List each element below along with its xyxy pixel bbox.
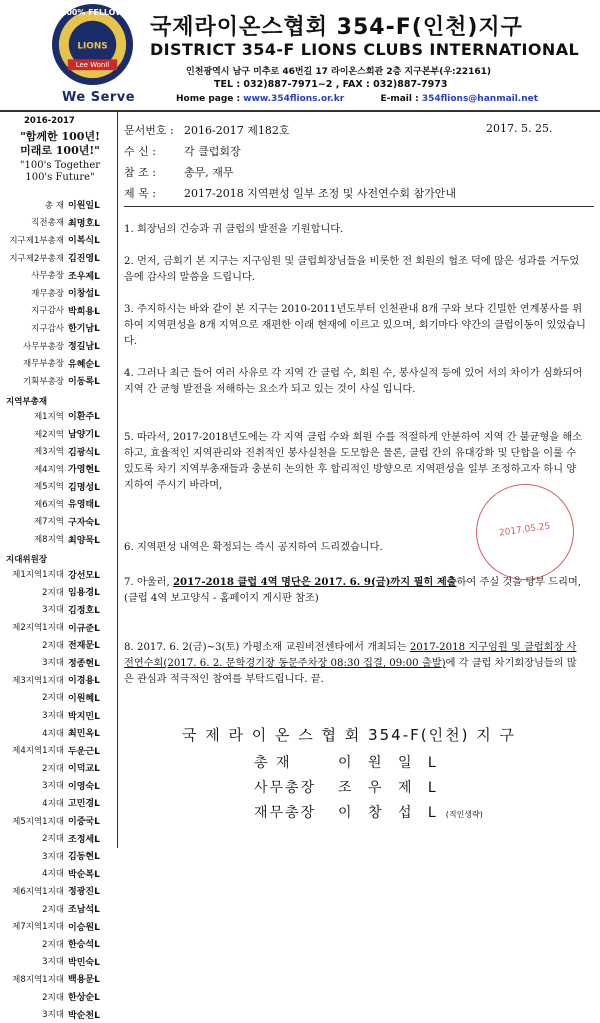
officer-role: 2지대 [42,939,64,950]
officer-name: 이환주L [68,412,100,423]
officer-row [0,249,117,267]
logo-ring-text: 100% FELLOW [60,7,125,17]
officer-name: 이중국L [68,817,100,828]
officer-name: 고민경L [68,799,100,810]
officer-role: 3지대 [42,1010,64,1021]
signature-row [254,752,442,772]
officer-name: 이영숙L [68,781,100,792]
sidebar-divider [117,112,118,848]
officer-row [0,337,117,355]
officer-row [0,953,117,971]
slogan-ko-line2: 미래로 100년!" [20,144,100,157]
paragraph-2: 2. 먼저, 금회기 본 지구는 지구임원 및 클럽회장님들을 비롯한 전 회원의 협조 덕에 많은 성과를 거두었음에 감사의 말씀을 드립니다. [124,256,580,283]
email-address[interactable]: 354flions@hanmail.net [421,94,539,104]
officer-role: 총 재 [44,200,64,211]
officer-role: 3지대 [42,781,64,792]
officer-role: 2지대 [42,693,64,704]
officer-row [0,724,117,742]
paragraph-8 [124,640,586,688]
officer-name: 박순천L [68,1010,100,1021]
officer-row [0,882,117,900]
signature-row [254,802,483,822]
officer-row [0,741,117,759]
p7-note: (클럽 4역 보고양식 - 홈페이지 게시판 참조) [124,593,319,604]
officer-sidebar [0,112,117,1021]
slogan-ko-line1: "함께한 100년! [20,130,100,143]
officer-role: 지구감사 [31,323,64,334]
sig-name: 이 창 섭 L [338,805,442,821]
officer-role: 재무부총장 [22,359,64,370]
email-label: E-mail : [380,94,422,104]
officer-name: 이규준L [68,623,100,634]
paragraph-5: 5. 따라서, 2017-2018년도에는 각 지역 클럽 수와 회원 수를 적절하게 안분하여 지역 간 불균형을 해소하고, 효율적인 지역관리와 진취적인 봉사실천을 도모함은 물론, 클럽 간의 유대강화 및 단합을 이룰 수 있도록 차기 지역부총재들과 충분히 논의한 후 합리적인 방향으로 지역편성을 일부 조정하고자 하니 양지하여 주시기 바라며, [124,432,583,491]
region-section-title: 지역부총재 [6,397,48,408]
officer-name: 이승원L [68,922,100,933]
sig-title: 재무총장 [254,805,317,821]
officer-name: 이원혜L [68,693,100,704]
doc-date: 2017. 5. 25. [486,122,553,135]
officer-role: 2지대 [42,992,64,1003]
officer-row [0,970,117,988]
officer-row [0,513,117,531]
paragraph-4: 4. 그러나 최근 들어 여러 사유로 각 지역 간 클럽 수, 회원 수, 봉사실적 등에 있어 서의 차이가 심화되어 지역 간 균형 발전을 저해하는 요소가 되고 있는 것이 사실 입니다. [124,368,583,395]
address: 인천광역시 남구 미추로 46번길 17 라이온스회관 2층 지구본부(우:22161) [186,67,492,77]
officer-role: 제6지역1지대 [12,886,64,897]
officer-name: 박지민L [68,711,100,722]
doc-number-value: 2016-2017 제182호 [184,124,290,137]
officer-row [0,530,117,548]
paragraph-6: 6. 지역편성 내역은 확정되는 즉시 공지하여 드리겠습니다. [124,542,383,553]
officer-name: 김진영L [68,254,100,265]
doc-number-key: 문서번호 : [124,124,174,137]
officer-name: 정길남L [68,342,100,353]
officer-role: 재무총장 [31,288,64,299]
zone-section-title: 지대위원장 [6,555,48,566]
officer-row [0,1005,117,1023]
phone-fax: TEL : 032)887-7971~2 , FAX : 032)887-7973 [214,79,448,90]
recipient-key: 수 신 : [124,145,156,158]
officer-role: 지구감사 [31,306,64,317]
recipient-value: 각 클럽회장 [184,145,241,158]
p8-tail: 에 각 클럽 차기회장님들의 많은 관심과 적극적인 참여를 부탁드립니다. 끝. [124,658,577,685]
p8-event: 2017-2018 지구임원 및 클럽회장 사전연수회(2017. 6. 2. 문학경기장 동문주차장 08:30 집결, 09:00 출발) [124,642,577,669]
sig-title: 총 재 [254,755,292,771]
officer-role: 제7지역1지대 [12,922,64,933]
officer-row [0,583,117,601]
officer-row [0,653,117,671]
officer-name: 조남석L [68,905,100,916]
we-serve-motto: We Serve [62,90,136,105]
officer-row [0,618,117,636]
officer-role: 3지대 [42,957,64,968]
subject-key: 제 목 : [124,187,156,200]
paragraph-1: 1. 회장님의 건승과 귀 클럽의 발전을 기원합니다. [124,224,344,235]
officer-row [0,601,117,619]
letterhead [0,0,600,108]
officer-row [0,988,117,1006]
reference-key: 참 조 : [124,166,156,179]
officer-row [0,935,117,953]
officer-list [0,196,117,1023]
officer-name: 한기남L [68,324,100,335]
sig-title: 사무총장 [254,780,317,796]
officer-role: 3지대 [42,605,64,616]
officer-row [0,565,117,583]
officer-name: 한상순L [68,993,100,1004]
officer-role: 직전총재 [31,218,64,229]
officer-row [0,478,117,496]
meta-divider [124,206,594,207]
officer-row [0,460,117,478]
officer-name: 이덕교L [68,764,100,775]
officer-row [0,759,117,777]
officer-role: 지구제2부총재 [9,253,64,264]
officer-row [0,865,117,883]
officer-role: 제2지역 [33,429,64,440]
officer-row [0,442,117,460]
officer-name: 김정호L [68,605,100,616]
officer-name: 김광식L [68,447,100,458]
officer-row [0,319,117,337]
officer-name: 이원일L [68,201,100,212]
officer-row [0,636,117,654]
officer-row [0,425,117,443]
org-name-korean: 국제라이온스협회 354-F(인천)지구 [150,15,523,40]
officer-role: 제7지역 [33,517,64,528]
officer-row [0,671,117,689]
doc-subject [124,185,456,201]
officer-role: 3지대 [42,711,64,722]
officer-role: 제2지역1지대 [12,623,64,634]
officer-name: 박민숙L [68,957,100,968]
officer-row [0,900,117,918]
officer-role: 제4지역 [33,464,64,475]
officer-role: 제8지역 [33,535,64,546]
lions-100-fellow-logo [50,2,135,87]
officer-role: 2지대 [42,904,64,915]
officer-role: 제4지역1지대 [12,746,64,757]
slogan-english [6,160,114,184]
doc-number [124,122,289,138]
officer-name: 남양기L [68,430,100,441]
officer-name: 유혜순L [68,359,100,370]
officer-name: 조우제L [68,271,100,282]
signature-org: 국 제 라 이 온 스 협 회 354-F(인천) 지 구 [182,726,516,744]
officer-row [0,266,117,284]
officer-name: 임용경L [68,588,100,599]
officer-row [0,847,117,865]
officer-name: 정종현L [68,658,100,669]
slogan-en-line2: 100's Future" [25,172,95,183]
officer-role: 제5지역1지대 [12,816,64,827]
p7-intro: 7. 아울러, [124,577,173,588]
sig-name: 조 우 제 L [338,780,442,796]
officer-role: 제5지역 [33,482,64,493]
officer-role: 제6지역 [33,499,64,510]
web-contact [176,94,538,104]
officer-name: 박희용L [68,306,100,317]
sig-name: 이 원 일 L [338,755,442,771]
officer-role: 4지대 [42,728,64,739]
officer-row [0,354,117,372]
officer-row [0,794,117,812]
officer-name: 이동록L [68,377,100,388]
p7-deadline: 2017-2018 클럽 4역 명단은 2017. 6. 9(금)까지 필히 제출 [172,576,457,588]
officer-name: 최민옥L [68,729,100,740]
officer-role: 사무부총장 [22,341,64,352]
p7-tail: 하여 주실 것을 당부 드리며, [456,577,582,588]
officer-name: 정광진L [68,887,100,898]
officer-role: 제1지역 [33,411,64,422]
officer-row [0,407,117,425]
officer-role: 사무총장 [31,271,64,282]
doc-reference [124,164,234,180]
officer-role: 제3지역1지대 [12,675,64,686]
slogan-korean [10,130,110,158]
officer-role: 2지대 [42,763,64,774]
officer-name: 이경용L [68,676,100,687]
officer-name: 박순복L [68,869,100,880]
date-stamp: 2017.05.25 [470,478,580,587]
officer-role: 지구제1부총재 [9,235,64,246]
org-name-english: DISTRICT 354-F LIONS CLUBS INTERNATIONAL [150,40,580,59]
officer-name: 두운근L [68,746,100,757]
officer-row [0,829,117,847]
officer-role: 기획부총장 [22,376,64,387]
sidebar-year: 2016-2017 [24,116,75,126]
officer-role: 2지대 [42,640,64,651]
officer-row [0,706,117,724]
logo-center-text: LIONS [77,41,108,52]
officer-row [0,777,117,795]
officer-name: 한승석L [68,940,100,951]
p8-intro: 8. 2017. 6. 2(금)~3(토) 가평소재 교원비전센타에서 개최되는 [124,642,410,653]
officer-name: 백용문L [68,975,100,986]
officer-row [0,812,117,830]
doc-recipient [124,143,241,159]
officer-row [0,302,117,320]
reference-value: 총무, 재무 [184,166,234,179]
officer-name: 구자숙L [68,517,100,528]
home-url[interactable]: www.354flions.or.kr [243,94,345,104]
officer-name: 최양묵L [68,535,100,546]
officer-role: 3지대 [42,851,64,862]
officer-role: 2지대 [42,834,64,845]
officer-row [0,196,117,214]
officer-name: 최명호L [68,218,100,229]
officer-role: 4지대 [42,869,64,880]
officer-row [0,231,117,249]
officer-row [0,689,117,707]
officer-name: 강선모L [68,570,100,581]
officer-name: 전재문L [68,641,100,652]
officer-row [0,372,117,390]
subject-value: 2017-2018 지역편성 일부 조정 및 사전연수회 참가안내 [184,187,456,200]
officer-name: 김명성L [68,482,100,493]
officer-role: 제8지역1지대 [12,974,64,985]
officer-name: 이창섭L [68,289,100,300]
paragraph-3: 3. 주지하시는 바와 같이 본 지구는 2010-2011년도부터 인천관내 8개 구와 보다 긴밀한 연계봉사를 위하여 지역편성을 8개 지역으로 재편한 이래 현재에 이르고 있으며, 회기마다 약간의 클럽이동이 있었습니다. [124,304,586,347]
officer-role: 4지대 [42,798,64,809]
officer-role: 2지대 [42,587,64,598]
officer-row [0,284,117,302]
home-label: Home page : [176,94,244,104]
slogan-en-line1: "100's Together [19,160,101,171]
officer-name: 이복식L [68,236,100,247]
officer-role: 제3지역 [33,447,64,458]
officer-name: 유영태L [68,500,100,511]
officer-name: 김동현L [68,852,100,863]
officer-role: 3지대 [42,658,64,669]
officer-row [0,214,117,232]
officer-row [0,917,117,935]
logo-ribbon-text: Lee WonIl [75,61,110,70]
officer-name: 가영현L [68,465,100,476]
seal-omitted-note: (직인생략) [445,810,483,819]
signature-row [254,777,442,797]
officer-name: 조정세L [68,834,100,845]
officer-row [0,495,117,513]
officer-role: 제1지역1지대 [12,570,64,581]
